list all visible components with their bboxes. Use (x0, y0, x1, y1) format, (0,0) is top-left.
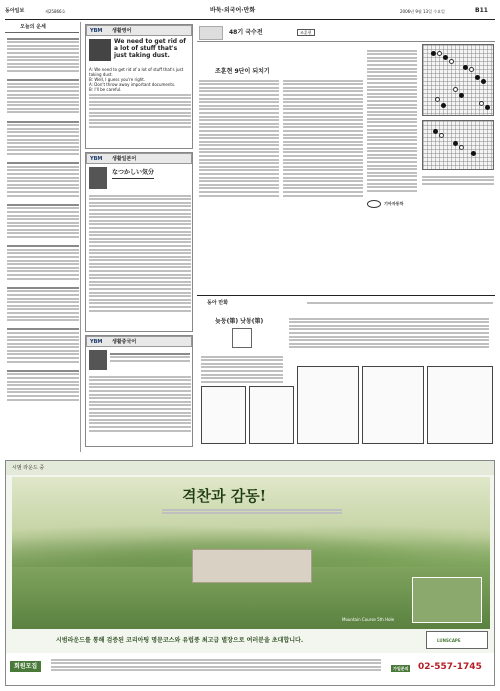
baduk-title: 48기 국수전 (229, 29, 263, 36)
cartoon-title: 동아 만화 (207, 300, 229, 306)
ybm-chinese-header (86, 336, 192, 347)
ybm-logo: YBM (90, 28, 103, 34)
ybm-chinese-box (85, 335, 193, 447)
black-stone (463, 65, 468, 70)
go-board-main (422, 44, 494, 116)
horoscope-title: 오늘의 운세 (20, 24, 46, 30)
ybm-japanese-photo (89, 167, 107, 189)
ybm-japanese-text (89, 193, 191, 313)
black-stone (459, 93, 464, 98)
issue-date: 2006년 9월 13일 수요일 (400, 9, 445, 14)
cartoon-intro-text (201, 354, 283, 384)
white-stone (453, 87, 458, 92)
ad-membership-badge: 회원모집 (10, 661, 41, 672)
page-number: B11 (475, 7, 488, 14)
ybm-logo: YBM (90, 339, 103, 345)
cartoon-panel-4 (362, 366, 424, 444)
white-stone (449, 59, 454, 64)
ad-building (192, 549, 312, 583)
cartoon-author-strip (307, 300, 493, 308)
cartoon-strip-title: 늦둥(第) 낫동(第) (215, 318, 264, 325)
black-stone (443, 55, 448, 60)
golf-ad (5, 460, 495, 686)
white-stone (437, 51, 442, 56)
cartoon-panel-5 (427, 366, 493, 444)
cartoon-emblem (232, 328, 252, 348)
baduk-article-title: 조훈현 9단이 되치기 (215, 68, 270, 75)
ybm-japanese-header (86, 153, 192, 164)
ybm-chinese-title: 생활중국어 (112, 339, 137, 345)
white-stone (469, 67, 474, 72)
horoscope-column (5, 22, 81, 452)
ad-logo: LUNSCAPE (437, 638, 461, 643)
ad-phone[interactable]: 02-557-1745 (418, 662, 482, 672)
ad-bottom-strip (6, 653, 494, 685)
ybm-japanese-title: 생활일본어 (112, 156, 137, 162)
ad-caption: Mountain Course 5th Hole (342, 617, 395, 622)
horoscope-list (7, 36, 79, 402)
ybm-japanese-headline: なつかしい気分 (112, 169, 154, 179)
ad-details (51, 657, 381, 673)
dialogue-line: B: I'll be careful. (89, 87, 122, 92)
baduk-article-col2 (283, 78, 363, 198)
cartoon-panel-1 (201, 386, 246, 444)
black-stone (485, 105, 490, 110)
go-board-variation (422, 120, 494, 170)
ybm-chinese-photo (89, 350, 107, 370)
kia-emblem (367, 200, 381, 208)
cartoon-article-text (289, 316, 489, 350)
black-stone (433, 129, 438, 134)
black-stone (475, 75, 480, 80)
go-caption (422, 174, 494, 186)
ybm-chinese-body (89, 374, 191, 433)
paper-name: 동아일보 (5, 8, 25, 14)
ad-headline: 격찬과 감동! (182, 487, 267, 505)
dialogue-line: A: Don't throw away important documents. (89, 82, 176, 87)
white-stone (439, 133, 444, 138)
ad-subline (162, 507, 342, 516)
ad-phone-label: 가입문의 (393, 666, 409, 671)
cartoon-panel-2 (249, 386, 294, 444)
ad-cta: 시범라운드를 통해 검증된 코리아팅 명문코스와 유럽풍 최고급 별장으로 여러분을 초대합니다. (56, 637, 304, 644)
ad-photo (12, 477, 490, 629)
black-stone (431, 51, 436, 56)
baduk-header (197, 24, 495, 42)
baduk-logo-box (199, 26, 223, 40)
white-stone (479, 101, 484, 106)
white-stone (435, 97, 440, 102)
ybm-english-header (86, 25, 192, 36)
ad-top-strip (6, 461, 494, 475)
ad-logo-box (426, 631, 488, 649)
ybm-english-box (85, 24, 193, 149)
white-stone (459, 145, 464, 150)
baduk-article-col1 (199, 78, 279, 198)
ad-inset-photo (412, 577, 482, 623)
black-stone (471, 151, 476, 156)
kia-name: 기아자동차 (384, 201, 404, 206)
baduk-section (197, 24, 495, 292)
ybm-logo: YBM (90, 156, 103, 162)
dialogue-line: A: We need to get rid of a lot of stuff that's just taking dust. (89, 67, 184, 77)
black-stone (481, 79, 486, 84)
baduk-player-badge: 조훈현 (297, 29, 315, 36)
ybm-english-title: 생활영어 (112, 28, 132, 34)
black-stone (453, 141, 458, 146)
masthead (5, 4, 495, 20)
issue-number: 제25866호 (45, 9, 66, 14)
ybm-english-dialogue (89, 67, 191, 130)
cartoon-panel-3 (297, 366, 359, 444)
cartoon-section (197, 295, 495, 447)
ad-tag: 시범 라운드 중 (12, 465, 45, 471)
ybm-japanese-box (85, 152, 193, 332)
kia-logo (367, 199, 419, 209)
black-stone (441, 103, 446, 108)
ybm-english-photo (89, 39, 111, 61)
horoscope-title-rule (5, 32, 79, 33)
dialogue-line: B: Well, I guess you're right. (89, 77, 146, 82)
baduk-article-col3 (367, 48, 417, 193)
ybm-english-headline: We need to get rid of a lot of stuff that's just taking dust. (114, 38, 186, 59)
section-title: 바둑·외국어·만화 (210, 7, 256, 14)
ybm-chinese-text (110, 351, 190, 363)
